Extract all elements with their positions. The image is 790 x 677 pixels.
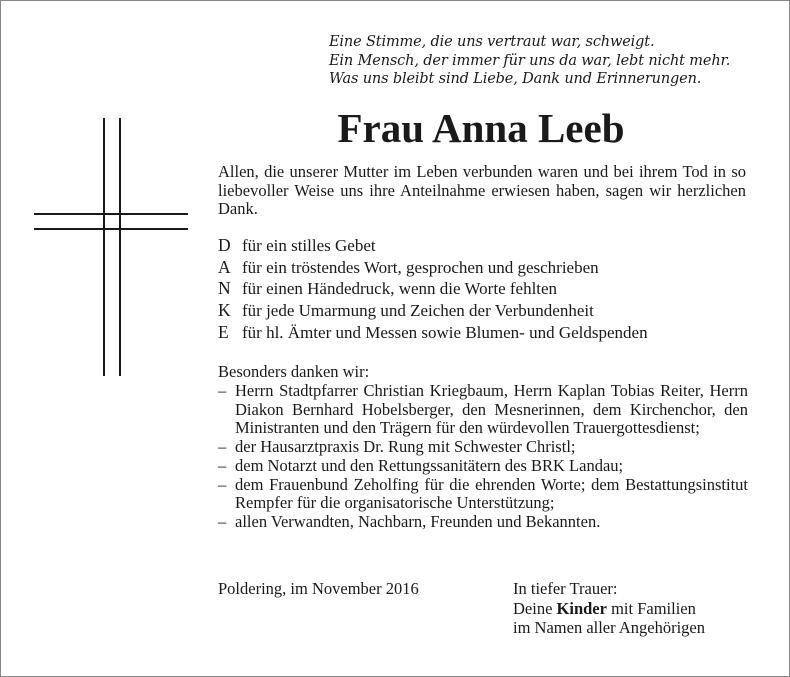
danke-text: für jede Umarmung und Zeichen der Verbundenheit <box>242 301 594 321</box>
list-item-text: der Hausarztpraxis Dr. Rung mit Schwester Christl; <box>235 437 576 457</box>
dash: – <box>218 511 227 531</box>
danke-text: für einen Händedruck, wenn die Worte fehlten <box>242 279 558 299</box>
motto-line: Eine Stimme, die uns vertraut war, schweigt. <box>329 34 655 50</box>
thanks-heading: Besonders danken wir: <box>218 362 370 381</box>
signature-line: im Namen aller Angehörigen <box>513 618 705 637</box>
signature-text: Deine <box>513 598 557 618</box>
list-item-text: dem Frauenbund Zeholfing für die ehrenden Worte; dem Bestattungsinstitut Rempfer für die organisatorische Unterstützung; <box>235 474 748 513</box>
danke-list <box>218 235 758 343</box>
danke-line <box>218 257 758 279</box>
danke-letter: A <box>218 256 231 277</box>
motto <box>329 33 769 89</box>
dash: – <box>218 474 227 494</box>
signature-text: mit Familien <box>606 598 696 618</box>
deceased-name: Frau Anna Leeb <box>337 105 625 151</box>
danke-line <box>218 300 758 322</box>
signature-line <box>513 600 763 620</box>
motto-line: Was uns bleibt sind Liebe, Dank und Erinnerungen. <box>329 71 702 87</box>
danke-letter: N <box>218 278 231 299</box>
dash: – <box>218 381 227 400</box>
list-item-text: dem Notarzt und den Rettungssanitätern des BRK Landau; <box>235 455 624 475</box>
signature-bold: Kinder <box>556 598 607 618</box>
list-item <box>218 513 748 532</box>
list-item <box>218 438 748 457</box>
danke-line <box>218 322 758 344</box>
dash: – <box>218 437 227 457</box>
signature-line: In tiefer Trauer: <box>513 579 618 598</box>
danke-letter: D <box>218 235 231 255</box>
motto-line: Ein Mensch, der immer für uns da war, lebt nicht mehr. <box>329 52 731 69</box>
danke-text: für ein stilles Gebet <box>242 236 376 255</box>
thanks-list <box>218 382 748 532</box>
list-item-text: allen Verwandten, Nachbarn, Freunden und Bekannten. <box>235 511 601 531</box>
cross-icon <box>34 118 190 378</box>
danke-text: für ein tröstendes Wort, gesprochen und geschrieben <box>242 257 599 277</box>
place-date: Poldering, im November 2016 <box>218 579 419 598</box>
danke-letter: E <box>218 321 229 342</box>
danke-text: für hl. Ämter und Messen sowie Blumen- und Geldspenden <box>242 322 648 342</box>
list-item <box>218 457 748 476</box>
dash: – <box>218 455 227 475</box>
intro-text: Allen, die unserer Mutter im Leben verbunden waren und bei ihrem Tod in so liebevoller Weise uns ihre Anteilnahme erwiesen haben, sagen wir herzlichen Dank. <box>218 162 746 219</box>
list-item <box>218 476 748 513</box>
list-item-text: Herrn Stadtpfarrer Christian Kriegbaum, Herrn Kaplan Tobias Reiter, Herrn Diakon Bernhard Hobelsberger, den Mesnerinnen, dem Kirchenchor, den Ministranten und den Trägern für den würdevollen Trauergottesdienst; <box>235 381 748 438</box>
danke-line <box>218 278 758 300</box>
danke-letter: K <box>218 300 231 321</box>
signature <box>513 580 763 639</box>
danke-line <box>218 235 758 257</box>
list-item <box>218 382 748 438</box>
